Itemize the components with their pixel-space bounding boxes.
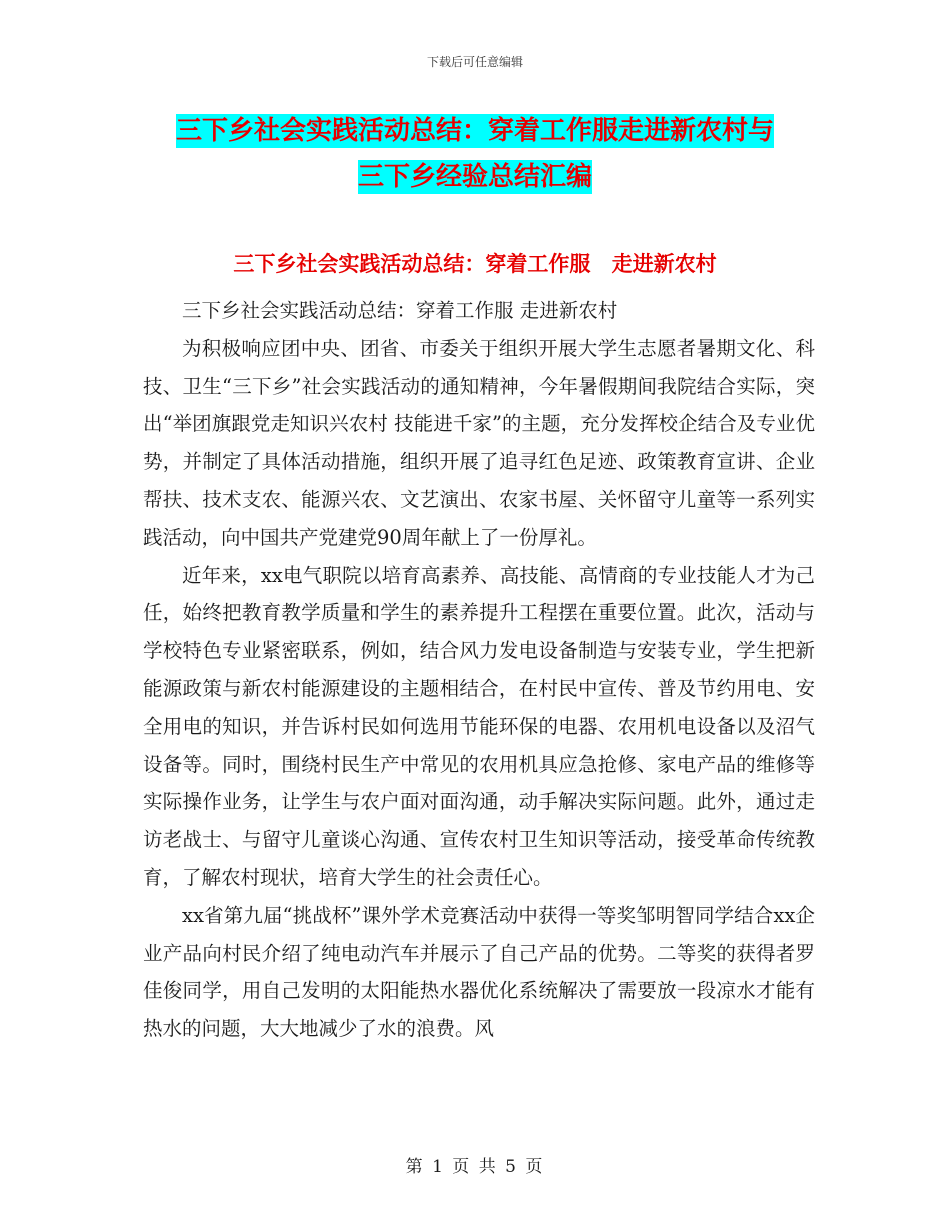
page-number: 第 1 页 共 5 页 xyxy=(405,1157,545,1177)
paragraph: 为积极响应团中央、团省、市委关于组织开展大学生志愿者暑期文化、科技、卫生“三下乡”社会实践活动的通知精神，今年暑假期间我院结合实际，突出“举团旗跟党走知识兴农村 技能进千家”的主题，充分发挥校企结合及专业优势，并制定了具体活动措施，组织开展了追寻红色足迹、政策教育宣讲、企业帮扶、技术支农、能源兴农、文艺演出、农家书屋、关怀留守儿童等一系列实践活动，向中国共产党建党90周年献上了一份厚礼。 xyxy=(143,336,815,549)
paragraph: 三下乡社会实践活动总结：穿着工作服 走进新农村 xyxy=(182,299,618,322)
paragraph: xx省第九届“挑战杯”课外学术竞赛活动中获得一等奖邹明智同学结合xx企业产品向村民介绍了纯电动汽车并展示了自己产品的优势。二等奖的获得者罗佳俊同学，用自己发明的太阳能热水器优化系统解决了需要放一段凉水才能有热水的问题，大大地减少了水的浪费。风 xyxy=(143,903,815,1041)
header-note: 下载后可任意编辑 xyxy=(426,55,523,69)
title-line-2: 三下乡经验总结汇编 xyxy=(357,162,592,192)
section-title: 三下乡社会实践活动总结：穿着工作服 走进新农村 xyxy=(233,252,717,276)
document-title xyxy=(0,108,950,200)
body-text xyxy=(143,292,815,1048)
title-line-1: 三下乡社会实践活动总结：穿着工作服走进新农村与 xyxy=(175,116,774,146)
paragraph: 近年来，xx电气职院以培育高素养、高技能、高情商的专业技能人才为己任，始终把教育教学质量和学生的素养提升工程摆在重要位置。此次，活动与学校特色专业紧密联系，例如，结合风力发电设备制造与安装专业，学生把新能源政策与新农村能源建设的主题相结合，在村民中宣传、普及节约用电、安全用电的知识，并告诉村民如何选用节能环保的电器、农用机电设备以及沼气设备等。同时，围绕村民生产中常见的农用机具应急抢修、家电产品的维修等实际操作业务，让学生与农户面对面沟通，动手解决实际问题。此外，通过走访老战士、与留守儿童谈心沟通、宣传农村卫生知识等活动，接受革命传统教育，了解农村现状，培育大学生的社会责任心。 xyxy=(143,563,815,889)
